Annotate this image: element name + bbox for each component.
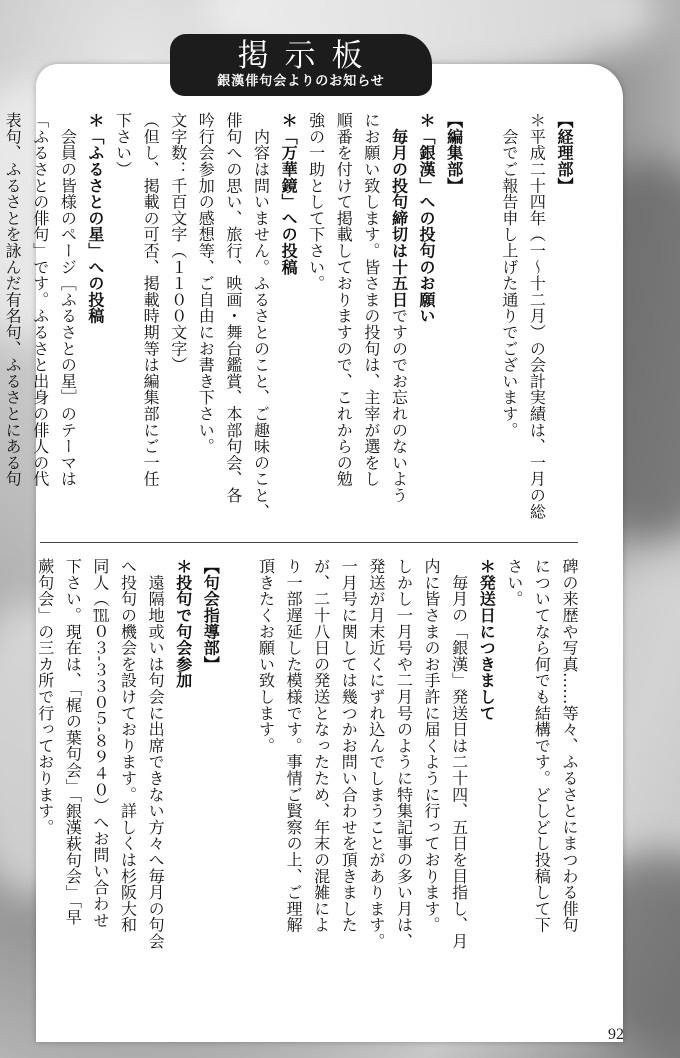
section-heading: 【編集部】 xyxy=(444,112,464,194)
text-line: 毎月の「銀漢」発送日は二十四、五日を目指し、月 xyxy=(449,558,469,950)
text-line xyxy=(468,112,496,520)
text-line: 会員の皆様のページ［ふるさとの星］のテーマは xyxy=(58,112,78,487)
notice-heading: ＊発送日につきまして xyxy=(477,558,497,721)
text-line: 文字数：千百文字（１１００文字） xyxy=(168,112,188,373)
notice-heading: ＊「ふるさとの星」への投稿 xyxy=(85,112,105,324)
text-line: 順番を付けて掲載しておりますので、これからの勉 xyxy=(334,112,354,487)
text-line: 頂きたくお願い致します。 xyxy=(256,558,276,754)
text-line: 強の一助として下さい。 xyxy=(306,112,326,292)
text-line: 表句、ふるさとを詠んだ有名句、ふるさとにある句 xyxy=(3,112,23,487)
text-line: 会でご報告申し上げた通りでございます。 xyxy=(499,112,519,438)
notice-text-bottom xyxy=(31,558,583,1018)
text-line: 同人（℡０３-３３０５-８９４０）へお問い合わせ xyxy=(90,558,110,929)
notice-heading: ＊投句で句会参加 xyxy=(173,558,193,689)
text-line: 内容は問いません。ふるさとのこと、ご趣味のこと、 xyxy=(251,112,271,520)
notice-heading: ＊「万華鏡」への投稿 xyxy=(279,112,299,275)
text-line: 発送が月末近くにずれ込んでしまうことがあります。 xyxy=(366,558,386,950)
text-line xyxy=(224,558,252,1018)
text-line: （但し、掲載の可否、掲載時期等は編集部にご一任 xyxy=(141,112,161,487)
notice-heading: ＊「銀漢」への投句のお願い xyxy=(417,112,437,324)
section-heading: 【句会指導部】 xyxy=(201,558,221,673)
deadline-emphasis: 毎月の投句締切は十五日 xyxy=(389,128,409,308)
text-line: 毎月の投句締切は十五日ですのでお忘れのないよう xyxy=(389,128,409,504)
text-line: 俳句への思い、旅行、映画・舞台鑑賞、本部句会、各 xyxy=(223,112,243,504)
text-line: へ投句の機会を設けております。詳しくは杉阪大和 xyxy=(118,558,138,933)
text-line: しかし一月号や二月号のように特集記事の多い月は、 xyxy=(394,558,414,950)
page-subtitle: 銀漢俳句会よりのお知らせ xyxy=(217,74,385,89)
section-heading: 【経理部】 xyxy=(555,112,574,194)
text-line: さい。 xyxy=(504,558,524,607)
text-line: 下さい） xyxy=(113,112,133,178)
bulletin-header xyxy=(170,34,432,96)
text-line: にお願い致します。皆さまの投句は、主宰が選をし xyxy=(361,112,381,487)
text-line: 内に皆さまのお手許に届くように行っております。 xyxy=(422,558,442,933)
page-number: 92 xyxy=(608,1026,624,1043)
page-title: 掲示板 xyxy=(237,38,379,74)
text-line: 碑の来歴や写真……等々、ふるさとにまつわる俳句 xyxy=(560,558,579,933)
section-divider xyxy=(40,542,578,543)
notice-text-top xyxy=(0,112,578,520)
text-line: 吟行会参加の感想等、ご自由にお書き下さい。 xyxy=(196,112,216,455)
text-line: 「ふるさとの俳句」です。ふるさと出身の俳人の代 xyxy=(30,112,50,487)
text-line: についてなら何でも結構です。どしどし投稿して下 xyxy=(532,558,552,933)
text-line: 一月号に関しては幾つかお問い合わせを頂きました xyxy=(339,558,359,933)
text-line: り一部遅延した模様です。事情ご賢察の上、ご理解 xyxy=(284,558,304,933)
text-line: ＊平成二十四年（一〜十二月）の会計実績は、一月の総 xyxy=(527,112,547,520)
text-line: 遠隔地或いは句会に出席できない方々へ毎月の句会 xyxy=(146,558,166,950)
text-line: が、二十八日の発送となったため、年末の混雑によ xyxy=(311,558,331,933)
text-line: 下さい。現在は、「梶の葉句会」「銀漢萩句会」「早 xyxy=(63,558,83,926)
text-line: 蕨句会」の三カ所で行っております。 xyxy=(35,558,55,836)
